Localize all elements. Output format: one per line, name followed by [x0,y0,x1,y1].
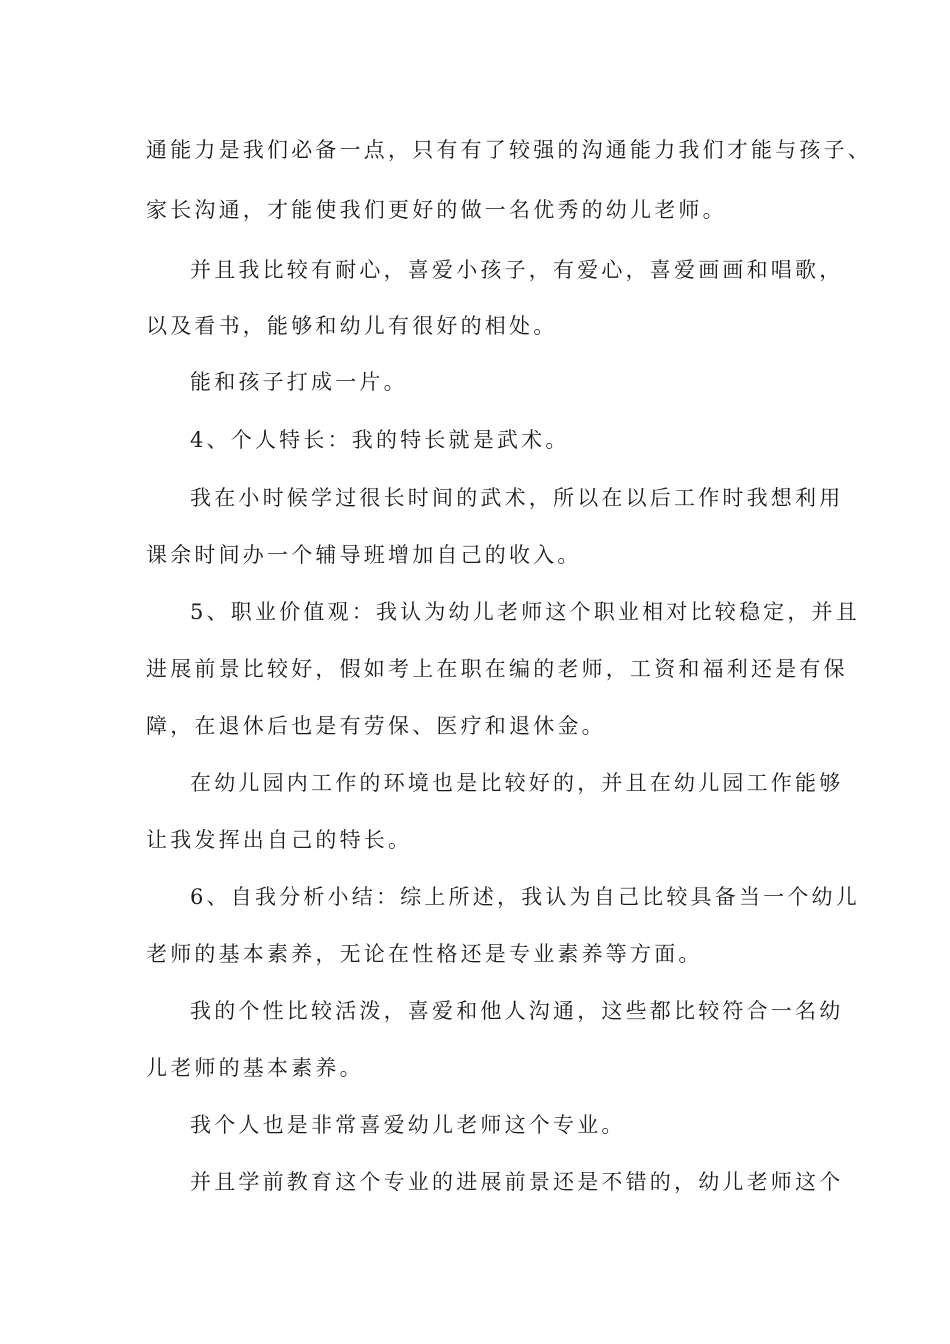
text-line: 5、职业价值观：我认为幼儿老师这个职业相对比较稳定，并且 [190,600,860,624]
text-line: 并且我比较有耐心，喜爱小孩子，有爱心，喜爱画画和唱歌， [190,258,844,282]
text-line: 能和孩子打成一片。 [190,370,408,394]
text-line: 4、个人特长：我的特长就是武术。 [190,428,570,452]
text-line: 我的个性比较活泼，喜爱和他人沟通，这些都比较符合一名幼 [190,999,844,1023]
text-line: 进展前景比较好，假如考上在职在编的老师，工资和福利还是有保 [146,657,848,681]
text-line: 儿老师的基本素养。 [146,1056,364,1080]
text-line: 课余时间办一个辅导班增加自己的收入。 [146,543,582,567]
text-line: 通能力是我们必备一点，只有有了较强的沟通能力我们才能与孩子、 [146,138,872,162]
text-line: 家长沟通，才能使我们更好的做一名优秀的幼儿老师。 [146,198,727,222]
text-line: 并且学前教育这个专业的进展前景还是不错的，幼儿老师这个 [190,1170,844,1194]
text-line: 以及看书，能够和幼儿有很好的相处。 [146,314,558,338]
text-line: 我个人也是非常喜爱幼儿老师这个专业。 [190,1113,626,1137]
text-line: 我在小时候学过很长时间的武术，所以在以后工作时我想利用 [190,486,844,510]
text-line: 障，在退休后也是有劳保、医疗和退休金。 [146,714,606,738]
text-line: 老师的基本素养，无论在性格还是专业素养等方面。 [146,942,703,966]
text-line: 在幼儿园内工作的环境也是比较好的，并且在幼儿园工作能够 [190,771,844,795]
text-line: 让我发挥出自己的特长。 [146,828,413,852]
text-line: 6、自我分析小结：综上所述，我认为自己比较具备当一个幼儿 [190,885,860,909]
